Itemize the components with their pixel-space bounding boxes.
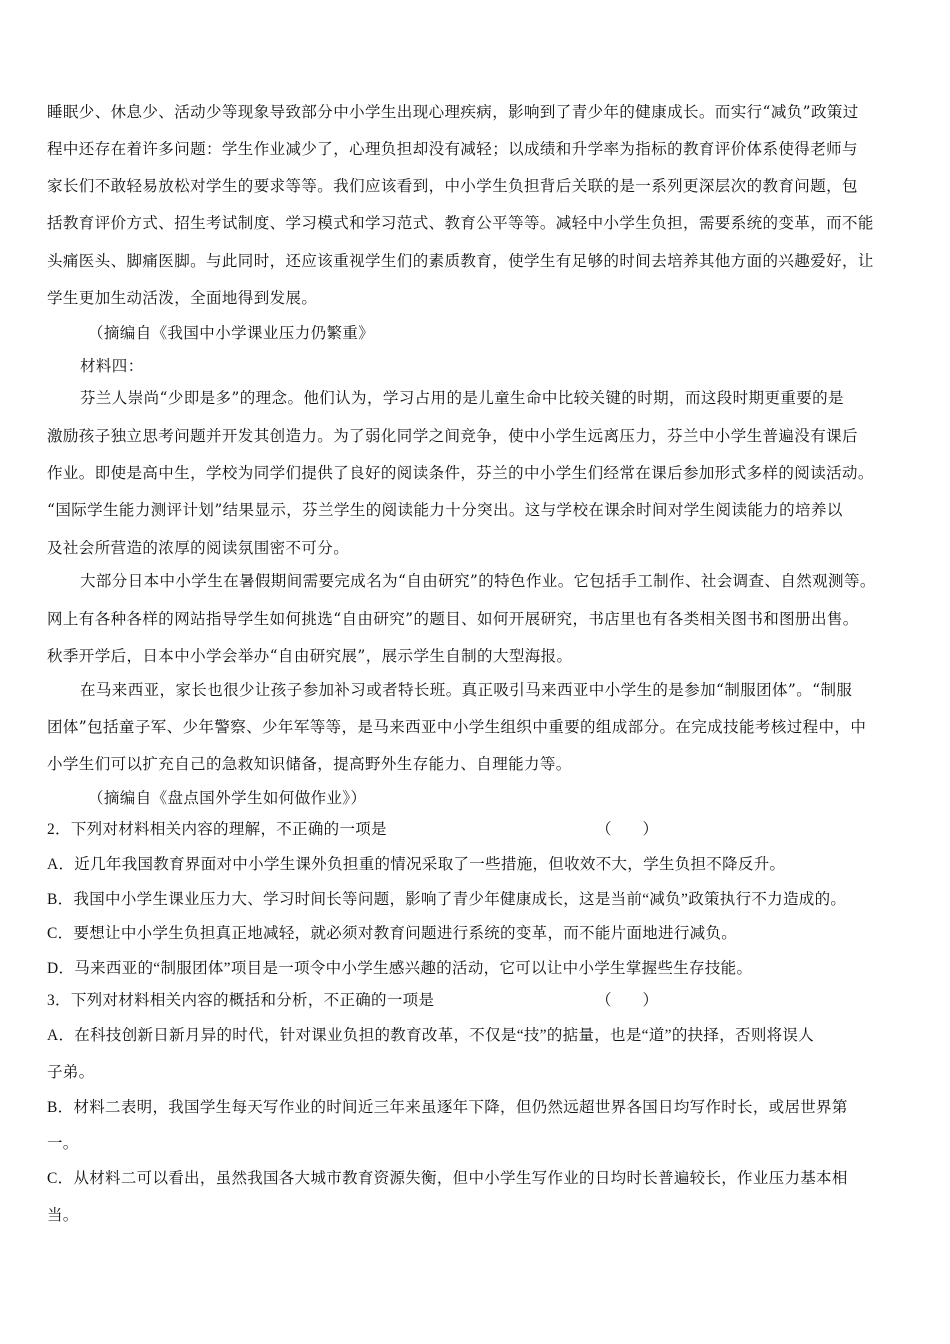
question-3-stem: 3．下列对材料相关内容的概括和分析，不正确的一项是 — [47, 992, 435, 1009]
option-b-cont: 一。 — [47, 1135, 79, 1152]
option-a: A．近几年我国教育界面对中小学生课外负担重的情况采取了一些措施，但收效不大，学生负担不降反升。 — [47, 856, 786, 873]
text-line: 激励孩子独立思考问题并开发其创造力。为了弱化同学之间竞争，使中小学生远离压力，芬兰中小学生普遍没有课后 — [47, 427, 858, 445]
text-line: 在马来西亚，家长也很少让孩子参加补习或者特长班。真正吸引马来西亚中小学生的是参加“制服团体”。“制服 — [80, 681, 853, 699]
text-line: 睡眠少、休息少、活动少等现象导致部分中小学生出现心理疾病，影响到了青少年的健康成长。而实行“减负”政策过 — [47, 103, 859, 121]
text-line: 家长们不敢轻易放松对学生的要求等等。我们应该看到，中小学生负担背后关联的是一系列更深层次的教育问题，包 — [47, 177, 858, 195]
question-2-stem: 2．下列对材料相关内容的理解，不正确的一项是 — [47, 821, 387, 838]
source-citation: （摘编自《我国中小学课业压力仍繁重》 — [88, 324, 375, 342]
text-line: 芬兰人崇尚“少即是多”的理念。他们认为，学习占用的是儿童生命中比较关键的时期，而这段时期更重要的是 — [80, 389, 844, 407]
text-line: 团体”包括童子军、少年警察、少年军等等，是马来西亚中小学生组织中重要的组成部分。在完成技能考核过程中，中 — [47, 718, 867, 736]
text-line: 程中还存在着许多问题：学生作业减少了，心理负担却没有减轻；以成绩和升学率为指标的教育评价体系使得老师与 — [47, 140, 858, 158]
text-line: 网上有各种各样的网站指导学生如何挑选“自由研究”的题目、如何开展研究，书店里也有各类相关图书和图册出售。 — [47, 610, 859, 628]
text-line: 秋季开学后，日本中小学会举办“自由研究展”，展示学生自制的大型海报。 — [47, 647, 573, 665]
text-line: 括教育评价方式、招生考试制度、学习模式和学习范式、教育公平等等。减轻中小学生负担，需要系统的变革，而不能 — [47, 214, 874, 232]
material-heading: 材料四： — [80, 357, 144, 375]
option-c: C．要想让中小学生负担真正地减轻，就必须对教育问题进行系统的变革，而不能片面地进行减负。 — [47, 925, 738, 942]
source-citation: （摘编自《盘点国外学生如何做作业》） — [88, 789, 367, 807]
text-line: 学生更加生动活泼，全面地得到发展。 — [47, 289, 318, 307]
answer-paren: （ ） — [596, 992, 659, 1009]
option-c: C．从材料二可以看出，虽然我国各大城市教育资源失衡，但中小学生写作业的日均时长普遍较长，作业压力基本相 — [47, 1170, 848, 1187]
text-line: 作业。即使是高中生，学校为同学们提供了良好的阅读条件，芬兰的中小学生们经常在课后参加形式多样的阅读活动。 — [47, 464, 874, 482]
option-a-cont: 子弟。 — [47, 1064, 95, 1081]
text-line: 头痛医头、脚痛医脚。与此同时，还应该重视学生们的素质教育，使学生有足够的时间去培养其他方面的兴趣爱好，让 — [47, 252, 874, 270]
text-line: 小学生们可以扩充自己的急救知识储备，提高野外生存能力、自理能力等。 — [47, 755, 572, 773]
option-a: A．在科技创新日新月异的时代，针对课业负担的教育改革，不仅是“技”的掂量，也是“道”的抉择，否则将误人 — [47, 1027, 815, 1044]
option-b: B．材料二表明，我国学生每天写作业的时间近三年来虽逐年下降，但仍然远超世界各国日均写作时长，或居世界第 — [47, 1099, 848, 1116]
text-line: 大部分日本中小学生在暑假期间需要完成名为“自由研究”的特色作业。它包括手工制作、社会调查、自然观测等。 — [80, 572, 876, 590]
option-d: D．马来西亚的“制服团体”项目是一项令中小学生感兴趣的活动，它可以让中小学生掌握些生存技能。 — [47, 960, 753, 977]
option-b: B．我国中小学生课业压力大、学习时间长等问题，影响了青少年健康成长，这是当前“减负”政策执行不力造成的。 — [47, 891, 847, 908]
text-line: “国际学生能力测评计划”结果显示，芬兰学生的阅读能力十分突出。这与学校在课余时间对学生阅读能力的培养以 — [47, 501, 843, 519]
option-c-cont: 当。 — [47, 1207, 79, 1224]
text-line: 及社会所营造的浓厚的阅读氛围密不可分。 — [47, 539, 350, 557]
answer-paren: （ ） — [596, 821, 659, 838]
